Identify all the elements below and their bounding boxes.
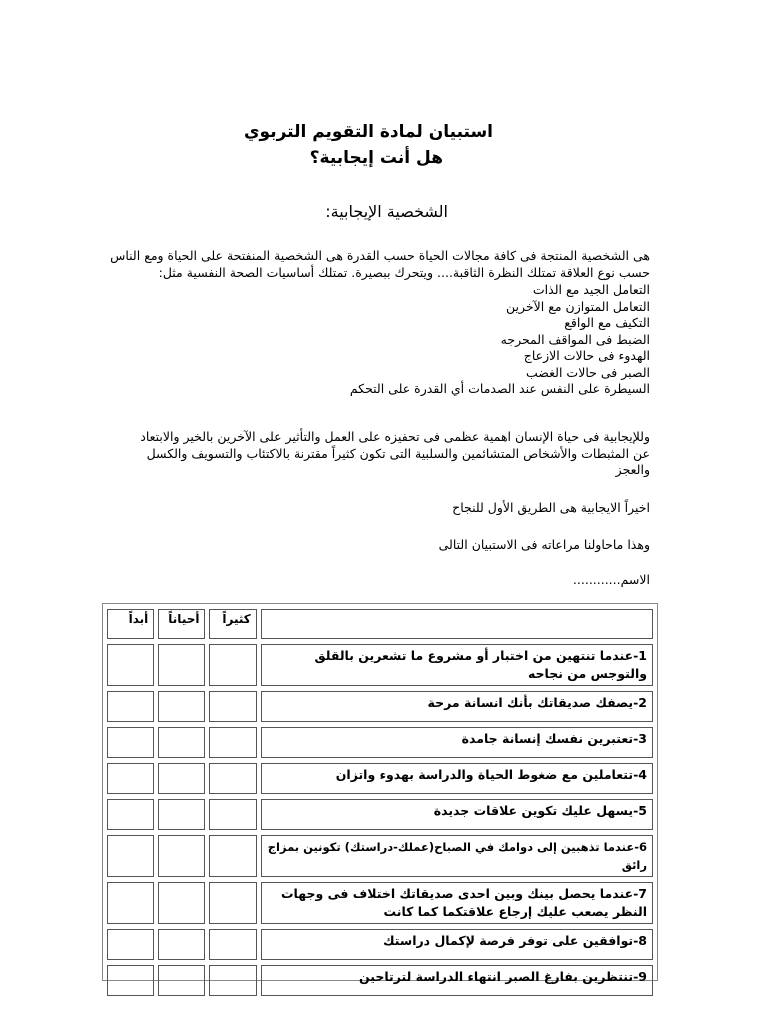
importance-line-1: وللإيجابية فى حياة الإنسان اهمية عظمى فى تحفيزه على العمل والتأثير على الآخرين بالخير والابتعاد <box>140 429 650 444</box>
definition-paragraph <box>110 248 650 281</box>
answer-often-cell[interactable] <box>209 882 256 924</box>
trait-item: السيطرة على النفس عند الصدمات أي القدرة على التحكم <box>349 381 650 396</box>
trait-item: التعامل المتوازن مع الآخرين <box>506 298 650 314</box>
answer-often-cell[interactable] <box>209 644 256 686</box>
table-row <box>107 691 653 722</box>
table-header-row <box>107 609 653 639</box>
question-text: 1-عندما تنتهين من اختبار أو مشروع ما تشعرين بالقلق والتوجس من نجاحه <box>261 644 653 686</box>
answer-sometimes-cell[interactable] <box>158 882 205 924</box>
importance-line-2: عن المثبطات والأشخاص المتشائمين والسلبية التى تكون كثيراً مقترنة بالاكتئاب والتسويف والكسل <box>146 445 650 461</box>
trait-item: التعامل الجيد مع الذات <box>532 282 650 297</box>
question-text: 6-عندما تذهبين إلى دوامك في الصباح(عملك-دراستك) تكونين بمزاج رائق <box>261 835 653 877</box>
answer-never-cell[interactable] <box>107 882 154 924</box>
trait-item: الضبط فى المواقف المحرجه <box>500 331 650 347</box>
table-row <box>107 763 653 794</box>
answer-never-cell[interactable] <box>107 929 154 960</box>
trait-item: الهدوء فى حالات الازعاج <box>523 348 650 363</box>
name-label: الاسم............ <box>572 572 650 587</box>
header-sometimes: أحياناً <box>158 609 205 639</box>
title-line-2: هل أنت إيجابية؟ <box>309 148 443 168</box>
answer-often-cell[interactable] <box>209 835 256 877</box>
traits-list <box>350 282 650 398</box>
section-heading: الشخصية الإيجابية: <box>325 202 448 221</box>
importance-paragraph <box>140 429 650 479</box>
answer-sometimes-cell[interactable] <box>158 835 205 877</box>
question-text: 8-توافقين على توفر فرصة لإكمال دراستك <box>261 929 653 960</box>
definition-line-2: حسب نوع العلاقة تمتلك النظرة الثاقبة.... ويتحرك ببصيرة. تمتلك أساسيات الصحة النفسية مثل: <box>158 264 650 280</box>
question-text: 7-عندما يحصل بينك وبين احدى صديقاتك اختلاف فى وجهات النظر يصعب عليك إرجاع علاقتكما كما كانت <box>261 882 653 924</box>
answer-often-cell[interactable] <box>209 763 256 794</box>
table-row <box>107 882 653 924</box>
answer-often-cell[interactable] <box>209 691 256 722</box>
table-row <box>107 727 653 758</box>
conclusion-text: اخيراً الايجابية هى الطريق الأول للنجاح <box>452 500 650 515</box>
table-row <box>107 929 653 960</box>
importance-line-3: والعجز <box>615 462 650 477</box>
answer-sometimes-cell[interactable] <box>158 763 205 794</box>
question-text: 5-يسهل عليك تكوين علاقات جديدة <box>261 799 653 830</box>
table-row <box>107 965 653 996</box>
question-text: 2-يصفك صديقاتك بأنك انسانة مرحة <box>261 691 653 722</box>
answer-never-cell[interactable] <box>107 835 154 877</box>
survey-table <box>102 603 658 984</box>
definition-line-1: هى الشخصية المنتجة فى كافة مجالات الحياة حسب القدرة هى الشخصية المنفتحة على الحياة ومع الناس <box>110 248 650 263</box>
table-row <box>107 835 653 877</box>
answer-never-cell[interactable] <box>107 763 154 794</box>
answer-never-cell[interactable] <box>107 691 154 722</box>
answer-never-cell[interactable] <box>107 727 154 758</box>
answer-sometimes-cell[interactable] <box>158 691 205 722</box>
table-row <box>107 644 653 686</box>
answer-sometimes-cell[interactable] <box>158 644 205 686</box>
answer-often-cell[interactable] <box>209 799 256 830</box>
header-never: أبداً <box>107 609 154 639</box>
answer-sometimes-cell[interactable] <box>158 965 205 996</box>
answer-never-cell[interactable] <box>107 644 154 686</box>
question-text: 3-تعتبرين نفسك إنسانة جامدة <box>261 727 653 758</box>
answer-never-cell[interactable] <box>107 799 154 830</box>
question-header-cell <box>261 609 653 639</box>
table-row <box>107 799 653 830</box>
trait-item: التكيف مع الواقع <box>564 315 650 330</box>
answer-sometimes-cell[interactable] <box>158 727 205 758</box>
intro-text: وهذا ماحاولنا مراعاته فى الاستبيان التالى <box>438 537 650 552</box>
answer-often-cell[interactable] <box>209 965 256 996</box>
question-text: 4-تتعاملين مع ضغوط الحياة والدراسة بهدوء واتزان <box>261 763 653 794</box>
answer-often-cell[interactable] <box>209 727 256 758</box>
question-text: 9-تنتظرين بفارغ الصبر انتهاء الدراسة لترتاحين <box>261 965 653 996</box>
answer-sometimes-cell[interactable] <box>158 799 205 830</box>
answer-never-cell[interactable] <box>107 965 154 996</box>
title-line-1: استبيان لمادة التقويم التربوي <box>243 122 493 142</box>
answer-often-cell[interactable] <box>209 929 256 960</box>
answer-sometimes-cell[interactable] <box>158 929 205 960</box>
trait-item: الصبر فى حالات الغضب <box>526 364 650 380</box>
header-often: كثيراً <box>209 609 256 639</box>
